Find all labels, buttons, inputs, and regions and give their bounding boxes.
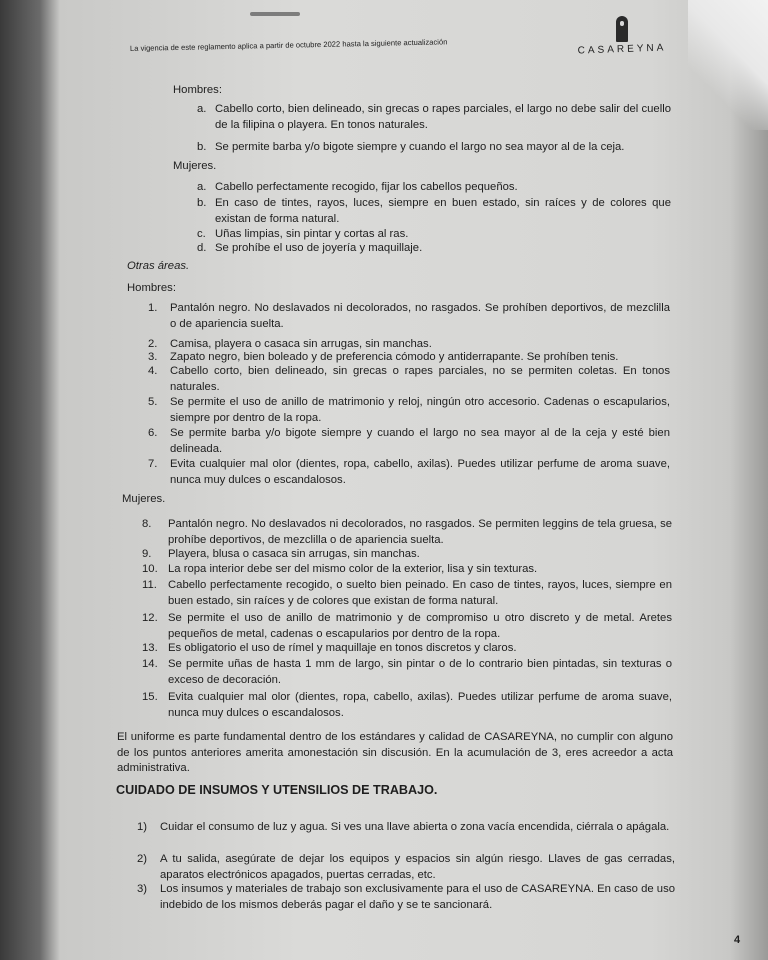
list-text: Cabello corto, bien delineado, sin grecas o rapes parciales, el largo no debe salir del cuello de la filipina o playera. En tonos naturales. — [215, 103, 671, 131]
smudge — [250, 12, 300, 16]
list-text: La ropa interior debe ser del mismo color de la exterior, lisa y sin texturas. — [168, 563, 538, 575]
page-curl-shadow — [688, 0, 768, 130]
list-marker: a. — [197, 181, 207, 193]
list-item — [142, 641, 672, 657]
list-marker: b. — [197, 197, 207, 209]
list-item — [142, 611, 672, 642]
list-item — [148, 364, 670, 395]
list-text: Cabello corto, bien delineado, sin grecas o rapes parciales, no se permiten coletas. En tonos naturales. — [170, 365, 670, 393]
list-marker: c. — [197, 228, 206, 240]
list-marker: 14. — [142, 658, 158, 670]
list-text: Se permite el uso de anillo de matrimonio y de compromiso u otro discreto y de metal. Aretes pequeños de metal, cadenas o escapularios por dentro de la ropa. — [168, 612, 672, 640]
list-marker: 2) — [137, 853, 148, 865]
list-marker: 11. — [142, 579, 157, 591]
list-marker: 5. — [148, 396, 158, 408]
list-marker: 7. — [148, 458, 158, 470]
list-marker: 1) — [137, 821, 148, 833]
list-item — [197, 241, 671, 257]
otras-areas-title: Otras áreas. — [127, 260, 190, 272]
list-item — [142, 578, 672, 609]
list-item — [197, 140, 671, 156]
list-marker: 4. — [148, 365, 158, 377]
list-marker: b. — [197, 141, 207, 153]
list-text: Cabello perfectamente recogido, o suelto bien peinado. En caso de tintes, rayos, luces, siempre en buen estado, sin raíces y de colores que existan de forma natural. — [168, 579, 672, 607]
hombres-label-2: Hombres: — [127, 282, 176, 294]
list-marker: 2. — [148, 338, 158, 350]
list-text: Cabello perfectamente recogido, fijar los cabellos pequeños. — [215, 181, 518, 193]
list-item — [142, 562, 672, 578]
list-text: Evita cualquier mal olor (dientes, ropa, cabello, axilas). Puedes utilizar perfume de aroma suave, nunca muy dulces o escandalosos. — [168, 691, 672, 719]
list-item — [148, 457, 670, 488]
list-item — [197, 196, 671, 227]
list-text: Se permite barba y/o bigote siempre y cuando el largo no sea mayor al de la ceja. — [215, 141, 625, 153]
list-marker: 6. — [148, 427, 158, 439]
list-marker: 10. — [142, 563, 158, 575]
list-item — [142, 547, 672, 563]
list-item — [148, 426, 670, 457]
list-marker: 1. — [148, 302, 158, 314]
uniform-paragraph: El uniforme es parte fundamental dentro de los estándares y calidad de CASAREYNA, no cumplir con alguno de los puntos anteriores amerita amonestación sin discusión. En la acumulación de 3, eres acreedor a acta administrativa. — [117, 731, 673, 774]
list-text: Pantalón negro. No deslavados ni decolorados, no rasgados. Se permiten leggins de tela gruesa, se prohíbe deportivos, de mezclilla o de apariencia suelta. — [168, 518, 672, 546]
list-marker: 3) — [137, 883, 148, 895]
page-number: 4 — [734, 934, 741, 946]
list-item — [142, 517, 672, 548]
list-item — [137, 820, 675, 836]
list-marker: 12. — [142, 612, 158, 624]
list-marker: 8. — [142, 518, 152, 530]
tower-icon — [616, 16, 628, 42]
list-text: Zapato negro, bien boleado y de preferencia cómodo y antiderrapante. Se prohíben tenis. — [170, 351, 619, 363]
list-item — [197, 102, 671, 133]
list-text: Camisa, playera o casaca sin arrugas, sin manchas. — [170, 338, 432, 350]
list-item — [142, 690, 672, 721]
list-marker: 15. — [142, 691, 158, 703]
list-item — [148, 301, 670, 332]
list-item — [142, 657, 672, 688]
casareyna-logo — [576, 16, 668, 60]
list-text: Se permite el uso de anillo de matrimonio y reloj, ningún otro accesorio. Cadenas o escapularios, siempre por dentro de la ropa. — [170, 396, 670, 424]
list-text: Pantalón negro. No deslavados ni decolorados, no rasgados. Se prohíben deportivos, de mezclilla o de apariencia suelta. — [170, 302, 670, 330]
list-text: Se permite barba y/o bigote siempre y cuando el largo no sea mayor al de la ceja y esté bien delineada. — [170, 427, 670, 455]
list-item — [148, 395, 670, 426]
list-text: Uñas limpias, sin pintar y cortas al ras. — [215, 228, 409, 240]
list-text: Es obligatorio el uso de rímel y maquillaje en tonos discretos y claros. — [168, 642, 517, 654]
list-text: Se prohíbe el uso de joyería y maquillaje. — [215, 242, 423, 254]
section-heading: CUIDADO DE INSUMOS Y UTENSILIOS DE TRABAJO. — [116, 783, 438, 797]
list-marker: 13. — [142, 642, 158, 654]
list-text: Playera, blusa o casaca sin arrugas, sin manchas. — [168, 548, 420, 560]
validity-note: La vigencia de este reglamento aplica a partir de octubre 2022 hasta la siguiente actualización — [129, 37, 448, 53]
list-marker: a. — [197, 103, 207, 115]
list-text: Se permite uñas de hasta 1 mm de largo, sin pintar o de lo contrario bien pintadas, sin texturas o exceso de decoración. — [168, 658, 672, 686]
list-marker: 3. — [148, 351, 158, 363]
list-marker: 9. — [142, 548, 152, 560]
mujeres-label: Mujeres. — [173, 160, 217, 172]
list-item — [137, 882, 675, 913]
mujeres-label-2: Mujeres. — [122, 493, 166, 505]
list-item — [197, 180, 671, 196]
list-text: Cuidar el consumo de luz y agua. Si ves una llave abierta o zona vacía encendida, ciérrala o apágala. — [160, 821, 670, 833]
hombres-label: Hombres: — [173, 84, 222, 96]
list-text: En caso de tintes, rayos, luces, siempre en buen estado, sin raíces y de colores que existan de forma natural. — [215, 197, 671, 225]
list-text: A tu salida, asegúrate de dejar los equipos y espacios sin algún riesgo. Llaves de gas cerradas, aparatos electrónicos apagados, puertas cerradas, etc. — [160, 853, 675, 881]
list-text: Evita cualquier mal olor (dientes, ropa, cabello, axilas). Puedes utilizar perfume de aroma suave, nunca muy dulces o escandalosos. — [170, 458, 670, 486]
list-item — [137, 852, 675, 883]
list-text: Los insumos y materiales de trabajo son exclusivamente para el uso de CASAREYNA. En caso de uso indebido de los mismos deberás pagar el daño y se te sancionará. — [160, 883, 675, 911]
logo-text: CASAREYNA — [577, 42, 667, 57]
list-marker: d. — [197, 242, 207, 254]
